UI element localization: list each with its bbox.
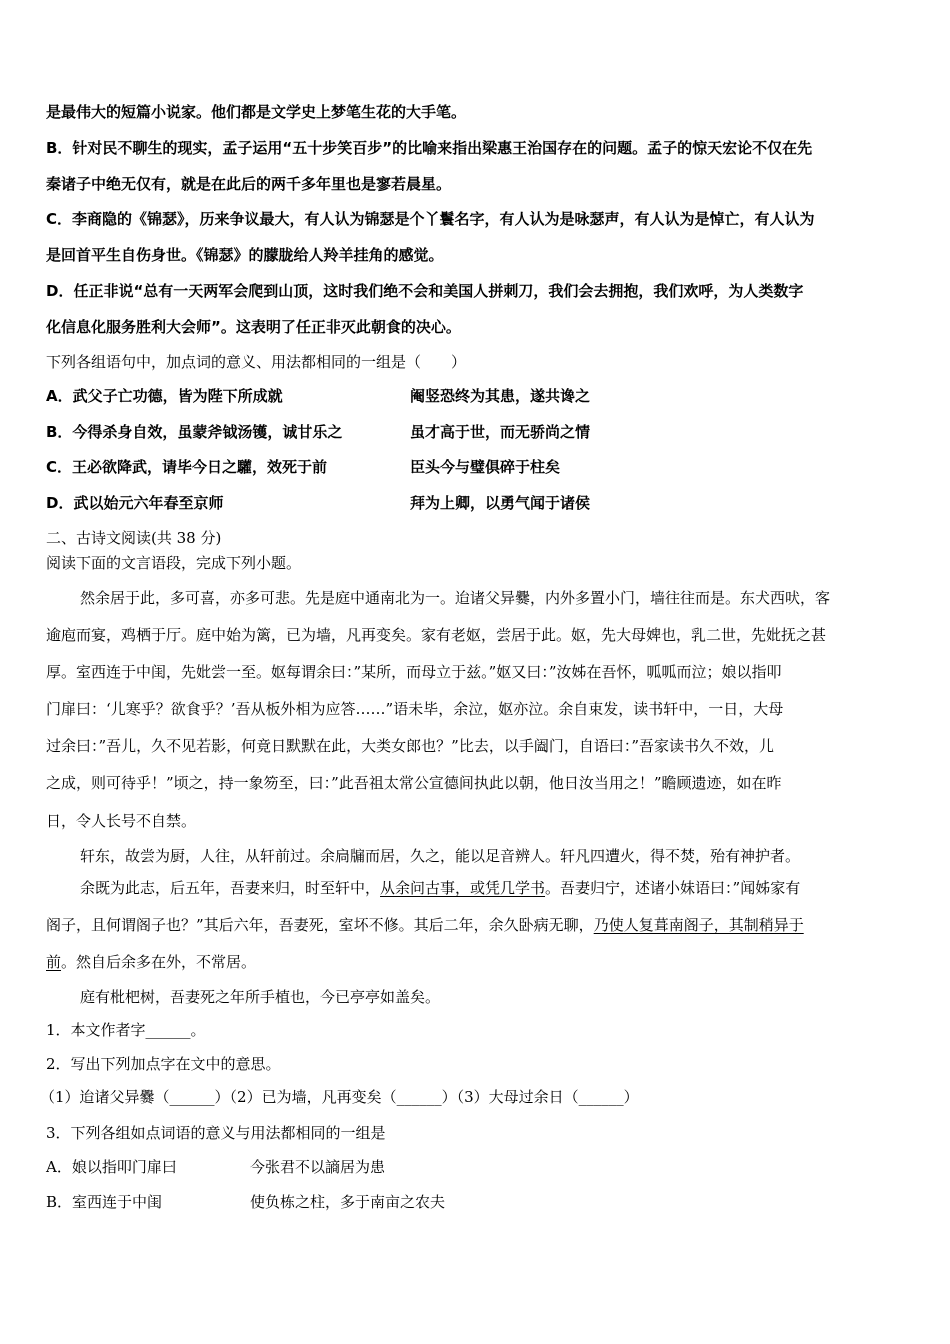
option-right: 虽才高于世，而无骄尚之情	[410, 423, 591, 441]
underlined-sentence: 从余问古事，或凭几学书	[380, 879, 546, 897]
option-right: 今张君不以謪居为患	[250, 1158, 386, 1176]
option-right: 阉竖恐终为其患，遂共谗之	[410, 387, 591, 405]
passage-line: 过余曰：”吾儿，久不见若影，何竟日默默在此，大类女郎也？”比去，以手阖门，自语曰：”吾家读书久不效，儿	[46, 737, 775, 755]
passage-line: 然余居于此，多可喜，亦多可悲。先是庭中通南北为一。迨诸父异爨，内外多置小门，墙往往而是。东犬西吠，客	[80, 589, 831, 607]
passage-line: 门扉曰：‘儿寒乎？欲食乎？’吾从板外相为应答……”语未毕，余泣，妪亦泣。余自束发，读书轩中，一日，大母	[46, 700, 784, 718]
option-row	[46, 493, 666, 513]
passage-line: 阁子，且何谓阁子也？”其后六年，吾妻死，室坏不修。其后二年，余久卧病无聊，乃使人复葺南阁子，其制稍异于	[46, 916, 804, 934]
passage-line: 之成，则可待乎！”顷之，持一象笏至，曰：”此吾祖太常公宣德间执此以朝，他日汝当用之！”瞻顾遗迹，如在昨	[46, 774, 782, 792]
option-right: 使负栋之柱，多于南亩之农夫	[250, 1193, 446, 1211]
text-line: 是最伟大的短篇小说家。他们都是文学史上梦笔生花的大手笔。	[46, 103, 467, 121]
option-row	[46, 422, 666, 442]
option-row	[46, 1157, 646, 1177]
passage-paragraph: 庭有枇杷树，吾妻死之年所手植也，今已亭亭如盖矣。	[80, 988, 441, 1006]
text-line: 化信息化服务胜利大会师”。这表明了任正非灭此朝食的决心。	[46, 318, 461, 336]
text-line: C．李商隐的《锦瑟》，历来争议最大，有人认为锦瑟是个丫鬟名字，有人认为是咏瑟声，有人认为是悼亡，有人认为	[46, 210, 815, 228]
section-title: 二、古诗文阅读(共 38 分)	[46, 529, 222, 547]
underlined-sentence: 前	[46, 953, 62, 971]
text-line: 秦诸子中绝无仅有，就是在此后的两千多年里也是寥若晨星。	[46, 175, 452, 193]
passage-line: 余既为此志，后五年，吾妻来归，时至轩中，从余问古事，或凭几学书。吾妻归宁，述诸小妹语曰：”闻姊家有	[80, 879, 801, 897]
question-2: 2．写出下列加点字在文中的意思。	[46, 1055, 281, 1073]
passage-line: 逾庖而宴，鸡栖于厅。庭中始为篱，已为墙，凡再变矣。家有老妪，尝居于此。妪，先大母婢也，乳二世，先妣抚之甚	[46, 626, 827, 644]
option-right: 臣头今与璧俱碎于柱矣	[410, 458, 561, 476]
text-line: 是回首平生自伤身世。《锦瑟》的朦胧给人羚羊挂角的感觉。	[46, 246, 444, 264]
option-left: A．武父子亡功德，皆为陛下所成就	[46, 387, 283, 405]
option-left: C．王必欲降武，请毕今日之驩，效死于前	[46, 458, 328, 476]
option-right: 拜为上卿，以勇气闻于诸侯	[410, 494, 591, 512]
question-1: 1．本文作者字______。	[46, 1021, 206, 1039]
option-row	[46, 1192, 646, 1212]
passage-line: 厚。室西连于中闺，先妣尝一至。妪每谓余曰：”某所，而母立于兹。”妪又曰：”汝姊在吾怀，呱呱而泣；娘以指叩	[46, 663, 782, 681]
passage-line: 日，令人长号不自禁。	[46, 812, 197, 830]
section-instruction: 阅读下面的文言语段，完成下列小题。	[46, 554, 302, 572]
text-line: B．针对民不聊生的现实，孟子运用“五十步笑百步”的比喻来指出梁惠王治国存在的问题。孟子的惊天宏论不仅在先	[46, 139, 813, 157]
passage-line: 前。然自后余多在外，不常居。	[46, 953, 257, 971]
underlined-sentence: 乃使人复葺南阁子，其制稍异于	[593, 916, 804, 934]
option-left: D．武以始元六年春至京师	[46, 494, 224, 512]
question-2-items: （1）迨诸父异爨（______）（2）已为墙，凡再变矣（______）（3）大母过余日（______）	[40, 1088, 639, 1106]
passage-paragraph: 轩东，故尝为厨，人往，从轩前过。余扃牖而居，久之，能以足音辨人。轩凡四遭火，得不焚，殆有神护者。	[80, 847, 801, 865]
option-left: B．今得杀身自效，虽蒙斧钺汤镬，诚甘乐之	[46, 423, 343, 441]
option-left: A．娘以指叩门扉曰	[46, 1158, 177, 1176]
text-line: D．任正非说“总有一天两军会爬到山顶，这时我们绝不会和美国人拼刺刀，我们会去拥抱，我们欢呼，为人类数字	[46, 282, 804, 300]
option-row	[46, 386, 666, 406]
question-stem: 下列各组语句中，加点词的意义、用法都相同的一组是（ ）	[46, 353, 467, 371]
question-3: 3．下列各组如点词语的意义与用法都相同的一组是	[46, 1124, 386, 1142]
option-left: B．室西连于中闺	[46, 1193, 163, 1211]
option-row	[46, 457, 666, 477]
